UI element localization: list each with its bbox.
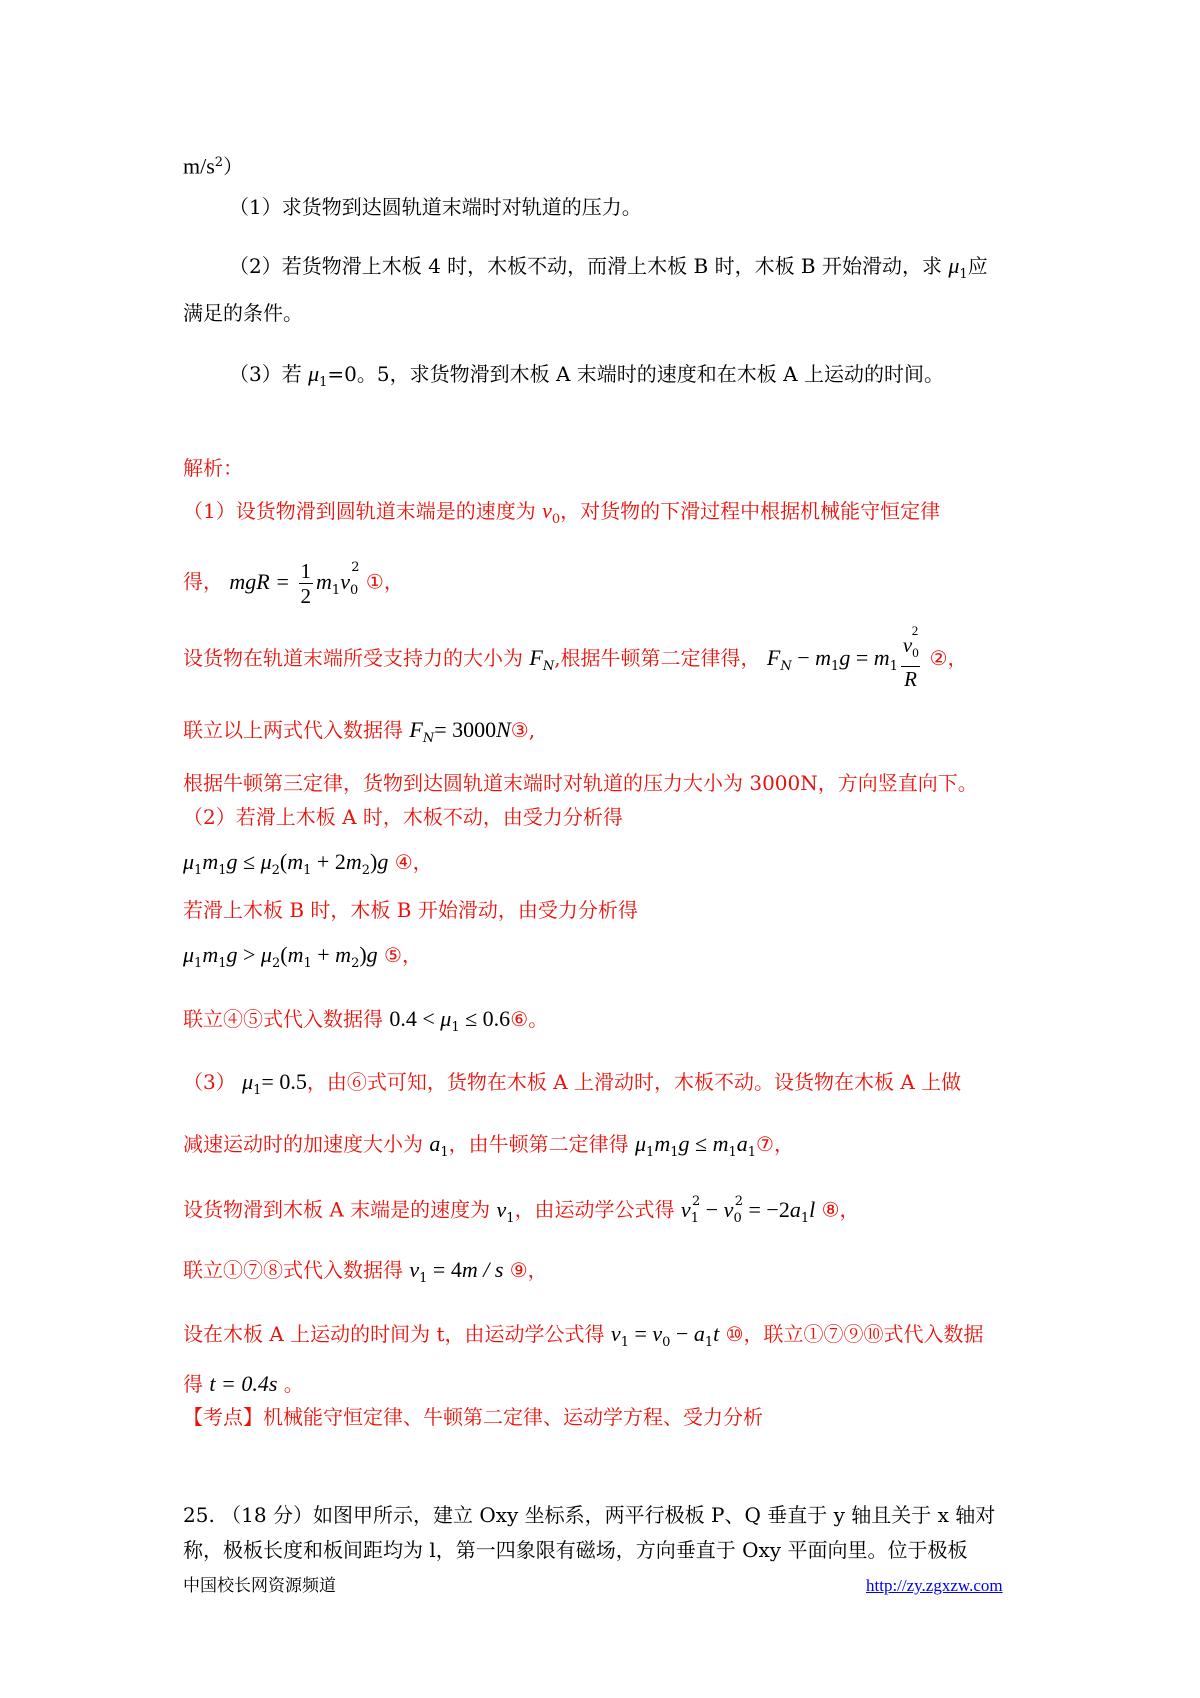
- solution-title: 解析：: [183, 456, 243, 480]
- inequality-5: $\mu_1m_1g > \mu_2(m_1 + m_2)g$: [183, 942, 378, 971]
- solution-2-line3: 若滑上木板 B 时，木板 B 开始滑动，由受力分析得: [183, 898, 638, 922]
- footer-link[interactable]: http://zy.zgxzw.com: [866, 1576, 1003, 1595]
- solution-3-line1: （3） $\mu_1= 0.5$，由⑥式可知，货物在木板 A 上滑动时，木板不动。设货物在木板 A 上做: [183, 1069, 962, 1098]
- question-2-line1: （2）若货物滑上木板 4 时，木板不动，而滑上木板 B 时，木板 B 开始滑动，求 $\mu_1$应: [229, 253, 988, 282]
- solution-1-line4: 联立以上两式代入数据得 $F_N=$ 3000N③,: [183, 717, 536, 746]
- kaodian-line: 【考点】机械能守恒定律、牛顿第二定律、运动学方程、受力分析: [183, 1405, 763, 1429]
- solution-2-line1: （2）若滑上木板 A 时，木板不动，由受力分析得: [183, 805, 623, 829]
- solution-1-line5: 根据牛顿第三定律，货物到达圆轨道末端时对轨道的压力大小为 3000N，方向竖直向下。: [183, 771, 978, 795]
- solution-3-line5: 设在木板 A 上运动的时间为 t，由运动学公式得 $v_1 = v_0 - a_1t$ ⑩，联立①⑦⑨⑩式代入数据: [183, 1321, 984, 1350]
- question-2-line2: 满足的条件。: [183, 301, 303, 325]
- solution-1-line1: （1）设货物滑到圆轨道末端是的速度为 $v_0$，对货物的下滑过程中根据机械能守恒定律: [183, 498, 941, 527]
- problem-25-line2: 称，极板长度和板间距均为 l，第一四象限有磁场，方向垂直于 Oxy 平面向里。位于极板: [183, 1538, 968, 1562]
- solution-2-line4: $\mu_1m_1g > \mu_2(m_1 + m_2)g$ ⑤，: [183, 942, 422, 971]
- solution-3-line6: 得 t = 0.4s 。: [183, 1371, 304, 1396]
- unit-line: $m/s^2$）: [183, 153, 244, 179]
- solution-2-line2: $\mu_1m_1g \le \mu_2(m_1 + 2m_2)g$ ④，: [183, 849, 433, 878]
- footer-site-name: 中国校长网资源频道: [183, 1576, 336, 1596]
- question-3: （3）若 $\mu_1=0$。5，求货物滑到木板 A 末端时的速度和在木板 A 上运动的时间。: [229, 361, 944, 390]
- solution-1-line2: 得， mgR = $\frac{1}{2}$ $m_1v_0^2$ ①，: [183, 558, 404, 608]
- solution-1-line3: 设货物在轨道末端所受支持力的大小为 $F_N$,根据牛顿第二定律得， $F_N - m_1g = m_1$ $\frac{v_0^2}{R}$ ②，: [183, 623, 968, 691]
- newton-equation: $F_N - m_1g = m_1$ $\frac{v_0^2}{R}$: [766, 623, 919, 691]
- solution-2-line5: 联立④⑤式代入数据得 $0.4 < \mu_1$ ≤ 0.6⑥。: [183, 1006, 549, 1035]
- inequality-4: $\mu_1m_1g \le \mu_2(m_1 + 2m_2)g$: [183, 849, 389, 878]
- energy-equation: mgR = $\frac{1}{2}$ $m_1v_0^2$: [229, 558, 360, 608]
- solution-3-line2: 减速运动时的加速度大小为 $a_1$，由牛顿第二定律得 $\mu_1m_1g$ ≤ $m_1a_1⑦$，: [183, 1131, 794, 1160]
- solution-3-line3: 设货物滑到木板 A 末端是的速度为 $v_1$，由运动学公式得 $v_1^2 - v_0^2 = -2a_1l$ ⑧，: [183, 1194, 860, 1226]
- question-1: （1）求货物到达圆轨道末端时对轨道的压力。: [229, 195, 642, 219]
- solution-3-line4: 联立①⑦⑧式代入数据得 $v_1 = 4m / s$ ⑨，: [183, 1257, 548, 1286]
- problem-25-line1: 25. （18 分）如图甲所示，建立 Oxy 坐标系，两平行极板 P、Q 垂直于 y 轴且关于 x 轴对: [183, 1503, 996, 1527]
